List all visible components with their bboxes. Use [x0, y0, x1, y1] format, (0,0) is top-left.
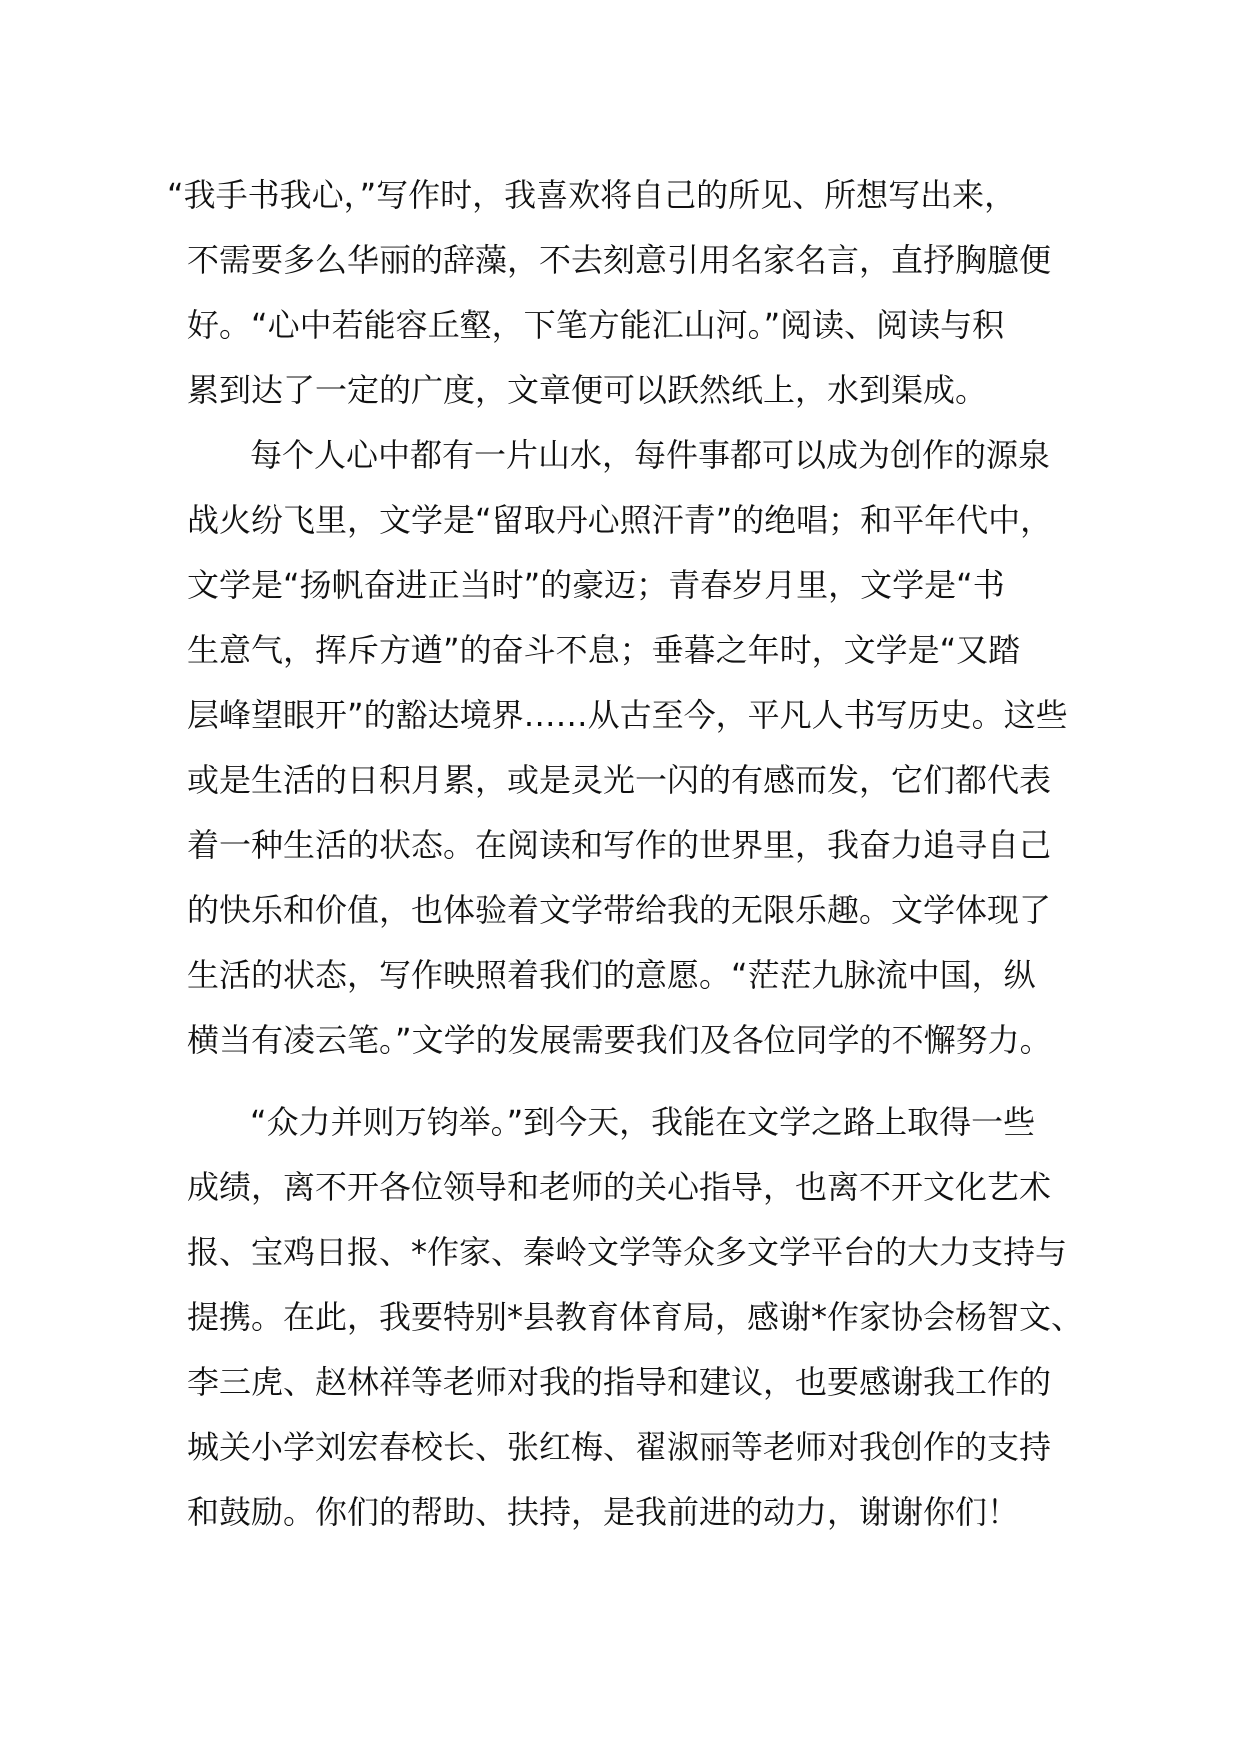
paragraph-2-line-8: 的快乐和价值，也体验着文学带给我的无限乐趣。文学体现了 [187, 891, 1052, 929]
paragraph-3-line-3: 报、宝鸡日报、*作家、秦岭文学等众多文学平台的大力支持与 [187, 1233, 1068, 1271]
paragraph-3-line-6: 城关小学刘宏春校长、张红梅、翟淑丽等老师对我创作的支持 [187, 1428, 1052, 1466]
paragraph-2-line-10: 横当有凌云笔。”文学的发展需要我们及各位同学的不懈努力。 [187, 1021, 1052, 1059]
paragraph-1-line-4: 累到达了一定的广度，文章便可以跃然纸上，水到渠成。 [187, 371, 988, 409]
paragraph-2-line-9: 生活的状态，写作映照着我们的意愿。“茫茫九脉流中国，纵 [187, 956, 1036, 994]
paragraph-1-line-2: 不需要多么华丽的辞藻，不去刻意引用名家名言，直抒胸臆便 [187, 241, 1052, 279]
paragraph-2-line-4: 生意气，挥斥方遒”的奋斗不息；垂暮之年时，文学是“又踏 [187, 631, 1021, 669]
paragraph-3-line-1: “众力并则万钧举。”到今天，我能在文学之路上取得一些 [250, 1103, 1036, 1141]
paragraph-3-line-2: 成绩，离不开各位领导和老师的关心指导，也离不开文化艺术 [187, 1168, 1052, 1206]
paragraph-2-line-5: 层峰望眼开”的豁达境界……从古至今，平凡人书写历史。这些 [187, 696, 1068, 734]
paragraph-1-line-3: 好。“心中若能容丘壑，下笔方能汇山河。”阅读、阅读与积 [187, 306, 1005, 344]
paragraph-2-line-6: 或是生活的日积月累，或是灵光一闪的有感而发，它们都代表 [187, 761, 1052, 799]
paragraph-2-line-1: 每个人心中都有一片山水，每件事都可以成为创作的源泉 [250, 436, 1051, 474]
paragraph-3-line-7: 和鼓励。你们的帮助、扶持，是我前进的动力，谢谢你们！ [187, 1493, 1020, 1531]
paragraph-2-line-7: 着一种生活的状态。在阅读和写作的世界里，我奋力追寻自己 [187, 826, 1052, 864]
paragraph-3-line-4: 提携。在此，我要特别*县教育体育局，感谢*作家协会杨智文、 [187, 1298, 1084, 1336]
paragraph-2-line-3: 文学是“扬帆奋进正当时”的豪迈；青春岁月里，文学是“书 [187, 566, 1005, 604]
paragraph-3-line-5: 李三虎、赵林祥等老师对我的指导和建议，也要感谢我工作的 [187, 1363, 1052, 1401]
paragraph-1-line-1: “我手书我心，”写作时，我喜欢将自己的所见、所想写出来， [167, 176, 1017, 214]
paragraph-2-line-2: 战火纷飞里，文学是“留取丹心照汗青”的绝唱；和平年代中， [187, 501, 1053, 539]
